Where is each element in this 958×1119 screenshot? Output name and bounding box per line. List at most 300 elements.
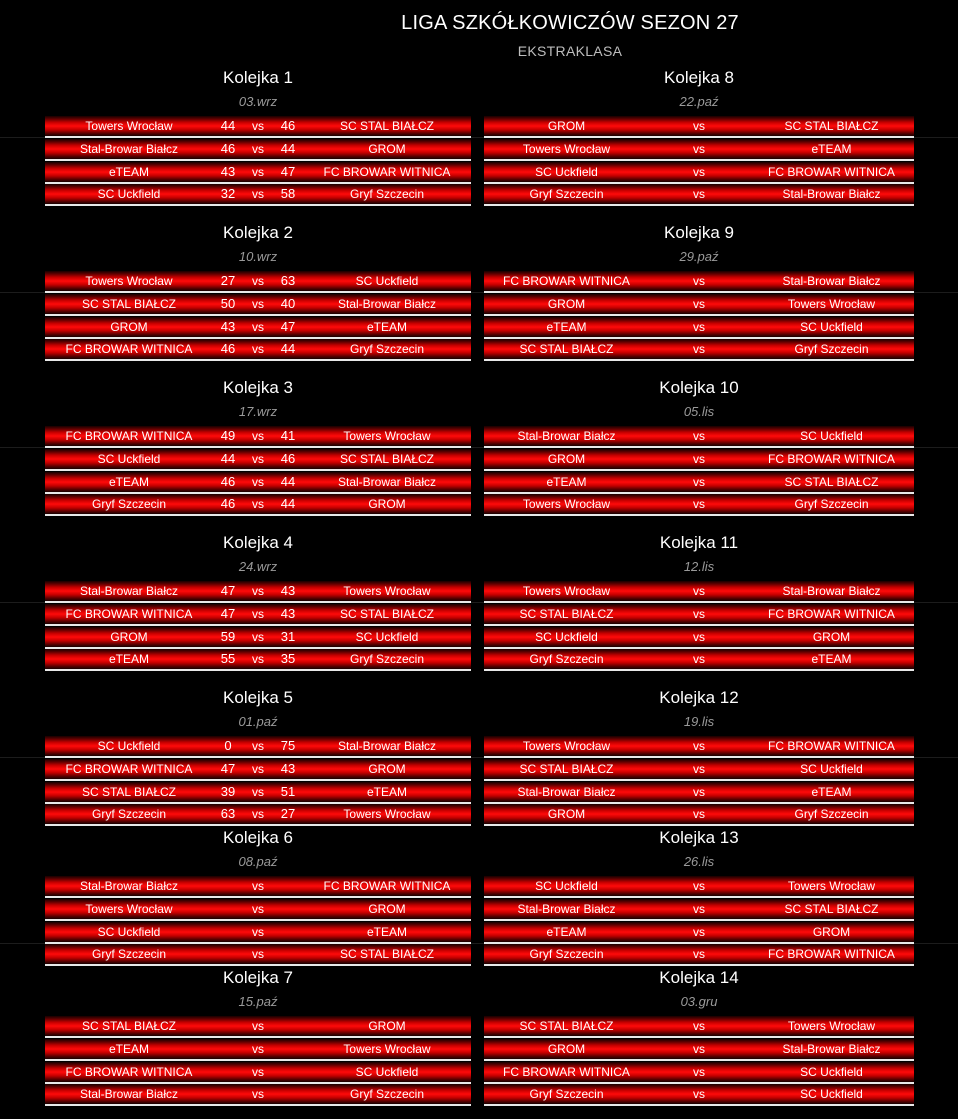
home-score: 47 [220, 761, 236, 776]
round-12 [484, 688, 914, 828]
home-team: Stal-Browar Białcz [517, 902, 616, 916]
match-row[interactable] [45, 426, 471, 448]
vs-label: vs [693, 630, 705, 644]
home-score [213, 1062, 243, 1082]
round-13 [484, 828, 914, 968]
away-score: 44 [280, 496, 296, 511]
home-score [213, 1084, 243, 1104]
vs-label: vs [693, 879, 705, 893]
away-team: eTEAM [366, 785, 407, 799]
match-row[interactable] [45, 162, 471, 184]
match-row[interactable] [45, 1039, 471, 1061]
home-team: SC STAL BIAŁCZ [519, 762, 614, 776]
round-date: 08.paź [238, 854, 278, 869]
vs-label: vs [693, 1019, 705, 1033]
home-team: GROM [110, 320, 148, 334]
away-team: Gryf Szczecin [349, 187, 424, 201]
match-row[interactable] [484, 162, 914, 184]
home-team: FC BROWAR WITNICA [65, 1065, 193, 1079]
home-team: SC Uckfield [97, 925, 161, 939]
away-score: 46 [280, 118, 296, 133]
round-11 [484, 533, 914, 673]
away-score: 63 [280, 273, 296, 288]
vs-label: vs [252, 925, 264, 939]
home-score [213, 1039, 243, 1059]
home-score: 43 [220, 319, 236, 334]
round-date: 03.gru [680, 994, 718, 1009]
vs-label: vs [693, 607, 705, 621]
match-row[interactable] [45, 649, 471, 671]
vs-label: vs [693, 320, 705, 334]
vs-label: vs [693, 1087, 705, 1101]
home-team: SC STAL BIAŁCZ [519, 607, 614, 621]
round-title: Kolejka 5 [223, 688, 293, 707]
home-team: SC STAL BIAŁCZ [81, 785, 177, 799]
away-score [273, 944, 303, 964]
round-date: 03.wrz [238, 94, 278, 109]
round-7 [45, 968, 471, 1108]
away-team: Towers Wrocław [787, 1019, 876, 1033]
home-team: SC Uckfield [97, 187, 161, 201]
home-team: SC Uckfield [535, 630, 598, 644]
vs-label: vs [252, 274, 264, 288]
home-team: GROM [547, 297, 586, 311]
round-date: 17.wrz [238, 404, 278, 419]
match-row[interactable] [45, 922, 471, 944]
home-team: FC BROWAR WITNICA [65, 607, 193, 621]
away-score [273, 922, 303, 942]
vs-label: vs [252, 142, 264, 156]
home-team: FC BROWAR WITNICA [65, 342, 193, 356]
match-row[interactable] [45, 294, 471, 316]
vs-label: vs [252, 1087, 264, 1101]
vs-label: vs [252, 1042, 264, 1056]
away-team: Stal-Browar Białcz [337, 475, 437, 489]
home-score: 46 [220, 474, 236, 489]
match-row[interactable] [484, 271, 914, 293]
away-team: eTEAM [366, 320, 407, 334]
away-team: GROM [368, 1019, 406, 1033]
match-row[interactable] [484, 116, 914, 138]
home-team: GROM [547, 119, 586, 133]
vs-label: vs [693, 475, 705, 489]
away-score [273, 1039, 303, 1059]
home-team: Towers Wrocław [522, 584, 611, 598]
round-date: 26.lis [683, 854, 715, 869]
match-row[interactable] [484, 139, 914, 161]
away-team: SC Uckfield [355, 274, 419, 288]
home-score: 47 [220, 606, 236, 621]
vs-label: vs [693, 274, 705, 288]
away-team: SC STAL BIAŁCZ [784, 475, 879, 489]
round-4 [45, 533, 471, 673]
match-row[interactable] [484, 899, 914, 921]
away-team: FC BROWAR WITNICA [768, 607, 895, 621]
match-row[interactable] [45, 494, 471, 516]
match-row[interactable] [484, 1016, 914, 1038]
match-row[interactable] [484, 472, 914, 494]
vs-label: vs [693, 142, 705, 156]
away-team: SC STAL BIAŁCZ [784, 119, 879, 133]
vs-label: vs [252, 652, 264, 666]
away-team: Gryf Szczecin [349, 652, 424, 666]
round-title: Kolejka 9 [664, 223, 734, 242]
away-score: 44 [280, 341, 296, 356]
vs-label: vs [252, 902, 264, 916]
away-team: SC STAL BIAŁCZ [339, 452, 435, 466]
vs-label: vs [252, 320, 264, 334]
vs-label: vs [252, 807, 264, 821]
match-row[interactable] [484, 317, 914, 339]
home-team: Stal-Browar Białcz [79, 879, 179, 893]
match-row[interactable] [45, 759, 471, 781]
away-team: Towers Wrocław [787, 297, 876, 311]
round-title: Kolejka 14 [659, 968, 739, 987]
vs-label: vs [252, 630, 264, 644]
away-team: FC BROWAR WITNICA [768, 739, 895, 753]
home-team: Stal-Browar Białcz [517, 429, 616, 443]
away-team: GROM [812, 630, 851, 644]
round-title: Kolejka 1 [223, 68, 293, 87]
away-score: 44 [280, 141, 296, 156]
match-row[interactable] [484, 1084, 914, 1106]
home-team: Gryf Szczecin [529, 652, 604, 666]
home-score: 32 [220, 186, 236, 201]
away-score: 75 [280, 738, 296, 753]
away-team: SC STAL BIAŁCZ [339, 947, 435, 961]
match-row[interactable] [484, 922, 914, 944]
round-8 [484, 68, 914, 208]
away-team: Towers Wrocław [343, 1042, 431, 1056]
round-date: 29.paź [679, 249, 719, 264]
round-date: 01.paź [238, 714, 278, 729]
away-score [273, 876, 303, 896]
home-score [213, 876, 243, 896]
away-score: 43 [280, 583, 296, 598]
home-team: eTEAM [108, 652, 149, 666]
match-row[interactable] [484, 876, 914, 898]
away-team: SC Uckfield [355, 1065, 419, 1079]
home-team: Towers Wrocław [522, 739, 611, 753]
match-row[interactable] [484, 494, 914, 516]
match-row[interactable] [484, 627, 914, 649]
away-team: eTEAM [811, 652, 852, 666]
home-team: Towers Wrocław [85, 119, 173, 133]
away-team: FC BROWAR WITNICA [768, 452, 895, 466]
away-score: 31 [280, 629, 296, 644]
vs-label: vs [252, 762, 264, 776]
home-team: FC BROWAR WITNICA [503, 1065, 630, 1079]
match-row[interactable] [45, 472, 471, 494]
match-row[interactable] [484, 1039, 914, 1061]
home-team: Gryf Szczecin [529, 1087, 604, 1101]
away-score: 43 [280, 606, 296, 621]
home-team: Towers Wrocław [85, 274, 173, 288]
match-row[interactable] [45, 899, 471, 921]
away-team: FC BROWAR WITNICA [768, 947, 895, 961]
round-title: Kolejka 2 [223, 223, 293, 242]
match-row[interactable] [45, 604, 471, 626]
round-3 [45, 378, 471, 518]
match-row[interactable] [45, 271, 471, 293]
home-team: SC Uckfield [97, 739, 161, 753]
away-team: Stal-Browar Białcz [782, 187, 881, 201]
home-team: SC Uckfield [97, 452, 161, 466]
round-title: Kolejka 10 [659, 378, 739, 397]
home-team: Towers Wrocław [85, 902, 173, 916]
home-score: 50 [220, 296, 236, 311]
away-score: 58 [280, 186, 296, 201]
home-team: SC Uckfield [535, 165, 598, 179]
away-score: 40 [280, 296, 296, 311]
match-row[interactable] [484, 294, 914, 316]
match-row[interactable] [484, 449, 914, 471]
home-score [213, 944, 243, 964]
round-date: 15.paź [238, 994, 278, 1009]
vs-label: vs [252, 452, 264, 466]
round-date: 24.wrz [238, 559, 278, 574]
away-team: Stal-Browar Białcz [782, 584, 881, 598]
match-row[interactable] [45, 1084, 471, 1106]
home-team: Towers Wrocław [522, 142, 611, 156]
away-team: Gryf Szczecin [349, 1087, 424, 1101]
away-team: Stal-Browar Białcz [337, 739, 437, 753]
match-row[interactable] [45, 116, 471, 138]
vs-label: vs [693, 807, 705, 821]
round-title: Kolejka 6 [223, 828, 293, 847]
home-score: 46 [220, 496, 236, 511]
home-team: Gryf Szczecin [91, 497, 166, 511]
home-team: eTEAM [108, 165, 149, 179]
vs-label: vs [693, 1065, 705, 1079]
round-10 [484, 378, 914, 518]
vs-label: vs [252, 739, 264, 753]
home-team: Gryf Szczecin [91, 807, 166, 821]
home-score: 44 [220, 118, 236, 133]
vs-label: vs [252, 429, 264, 443]
vs-label: vs [693, 652, 705, 666]
match-row[interactable] [484, 759, 914, 781]
vs-label: vs [693, 187, 705, 201]
home-score: 46 [220, 141, 236, 156]
away-score: 44 [280, 474, 296, 489]
home-team: Stal-Browar Białcz [79, 584, 179, 598]
away-score [273, 1016, 303, 1036]
away-score [273, 1062, 303, 1082]
round-title: Kolejka 3 [223, 378, 293, 397]
home-team: SC STAL BIAŁCZ [519, 1019, 614, 1033]
away-team: SC Uckfield [800, 320, 863, 334]
away-score: 46 [280, 451, 296, 466]
match-row[interactable] [484, 426, 914, 448]
vs-label: vs [693, 902, 705, 916]
match-row[interactable] [45, 339, 471, 361]
away-score: 41 [280, 428, 296, 443]
home-team: eTEAM [108, 1042, 149, 1056]
round-date: 05.lis [683, 404, 715, 419]
round-title: Kolejka 7 [223, 968, 293, 987]
vs-label: vs [252, 119, 264, 133]
match-row[interactable] [45, 736, 471, 758]
home-team: GROM [547, 452, 586, 466]
match-row[interactable] [45, 804, 471, 826]
match-row[interactable] [484, 649, 914, 671]
vs-label: vs [693, 452, 705, 466]
home-team: Stal-Browar Białcz [79, 1087, 179, 1101]
away-team: SC Uckfield [800, 1065, 863, 1079]
match-row[interactable] [484, 736, 914, 758]
home-team: Towers Wrocław [522, 497, 611, 511]
home-score: 46 [220, 341, 236, 356]
away-team: Gryf Szczecin [794, 807, 869, 821]
vs-label: vs [693, 739, 705, 753]
round-9 [484, 223, 914, 363]
match-row[interactable] [45, 317, 471, 339]
vs-label: vs [252, 947, 264, 961]
vs-label: vs [693, 584, 705, 598]
away-team: Gryf Szczecin [349, 342, 424, 356]
vs-label: vs [693, 297, 705, 311]
home-score: 59 [220, 629, 236, 644]
away-team: GROM [368, 902, 406, 916]
round-date: 22.paź [679, 94, 719, 109]
match-row[interactable] [484, 782, 914, 804]
away-team: GROM [812, 925, 851, 939]
vs-label: vs [252, 1065, 264, 1079]
home-team: FC BROWAR WITNICA [65, 429, 193, 443]
match-row[interactable] [484, 1062, 914, 1084]
home-score [213, 1016, 243, 1036]
away-team: Stal-Browar Białcz [782, 1042, 881, 1056]
away-score: 47 [280, 164, 296, 179]
match-row[interactable] [45, 944, 471, 966]
home-score: 49 [220, 428, 236, 443]
home-score: 43 [220, 164, 236, 179]
vs-label: vs [693, 947, 705, 961]
vs-label: vs [693, 762, 705, 776]
away-team: SC Uckfield [800, 1087, 863, 1101]
home-team: eTEAM [546, 925, 587, 939]
round-title: Kolejka 13 [659, 828, 739, 847]
match-row[interactable] [484, 604, 914, 626]
away-team: SC STAL BIAŁCZ [784, 902, 879, 916]
match-row[interactable] [484, 184, 914, 206]
home-team: SC STAL BIAŁCZ [519, 342, 614, 356]
match-row[interactable] [484, 944, 914, 966]
away-team: Towers Wrocław [343, 584, 431, 598]
match-row[interactable] [484, 339, 914, 361]
home-score: 44 [220, 451, 236, 466]
home-score: 39 [220, 784, 236, 799]
vs-label: vs [693, 497, 705, 511]
vs-label: vs [252, 584, 264, 598]
vs-label: vs [252, 607, 264, 621]
vs-label: vs [252, 297, 264, 311]
home-team: FC BROWAR WITNICA [503, 274, 630, 288]
vs-label: vs [252, 785, 264, 799]
vs-label: vs [693, 925, 705, 939]
round-6 [45, 828, 471, 968]
home-score: 27 [220, 273, 236, 288]
vs-label: vs [693, 429, 705, 443]
away-score [273, 1084, 303, 1104]
away-score: 43 [280, 761, 296, 776]
round-date: 12.lis [683, 559, 715, 574]
vs-label: vs [252, 187, 264, 201]
home-team: Stal-Browar Białcz [79, 142, 179, 156]
round-14 [484, 968, 914, 1108]
away-team: FC BROWAR WITNICA [768, 165, 895, 179]
away-team: Towers Wrocław [787, 879, 876, 893]
match-row[interactable] [45, 782, 471, 804]
match-row[interactable] [45, 1016, 471, 1038]
round-5 [45, 688, 471, 828]
home-team: Gryf Szczecin [529, 187, 604, 201]
league-title: LIGA SZKÓŁKOWICZÓW SEZON 27 [401, 12, 739, 34]
home-score: 47 [220, 583, 236, 598]
league-division: EKSTRAKLASA [517, 43, 623, 59]
home-team: Stal-Browar Białcz [517, 785, 616, 799]
vs-label: vs [693, 785, 705, 799]
match-row[interactable] [484, 804, 914, 826]
home-team: eTEAM [546, 475, 587, 489]
match-row[interactable] [45, 449, 471, 471]
round-title: Kolejka 8 [664, 68, 734, 87]
away-team: Towers Wrocław [343, 807, 431, 821]
away-team: FC BROWAR WITNICA [323, 879, 451, 893]
round-1 [45, 68, 471, 208]
away-team: eTEAM [811, 785, 852, 799]
home-team: eTEAM [108, 475, 149, 489]
away-team: SC Uckfield [800, 762, 863, 776]
match-row[interactable] [45, 627, 471, 649]
home-score [213, 922, 243, 942]
vs-label: vs [693, 342, 705, 356]
round-date: 19.lis [683, 714, 715, 729]
home-team: GROM [547, 1042, 586, 1056]
vs-label: vs [252, 879, 264, 893]
away-team: GROM [368, 497, 406, 511]
vs-label: vs [693, 1042, 705, 1056]
round-title: Kolejka 11 [659, 533, 739, 552]
away-team: GROM [368, 142, 406, 156]
away-team: eTEAM [366, 925, 407, 939]
away-team: Stal-Browar Białcz [782, 274, 881, 288]
match-row[interactable] [45, 581, 471, 603]
home-score [213, 899, 243, 919]
away-score: 35 [280, 651, 296, 666]
round-title: Kolejka 4 [223, 533, 293, 552]
round-2 [45, 223, 471, 363]
match-row[interactable] [45, 184, 471, 206]
away-team: SC Uckfield [800, 429, 863, 443]
match-row[interactable] [484, 581, 914, 603]
away-team: SC Uckfield [355, 630, 419, 644]
match-row[interactable] [45, 139, 471, 161]
round-date: 10.wrz [238, 249, 278, 264]
vs-label: vs [252, 165, 264, 179]
away-team: SC STAL BIAŁCZ [339, 119, 435, 133]
match-row[interactable] [45, 876, 471, 898]
home-score: 0 [224, 738, 232, 753]
home-team: Gryf Szczecin [91, 947, 166, 961]
home-team: SC Uckfield [535, 879, 598, 893]
match-row[interactable] [45, 1062, 471, 1084]
home-team: SC STAL BIAŁCZ [81, 297, 177, 311]
away-score: 51 [280, 784, 296, 799]
vs-label: vs [252, 1019, 264, 1033]
away-score: 27 [280, 806, 296, 821]
